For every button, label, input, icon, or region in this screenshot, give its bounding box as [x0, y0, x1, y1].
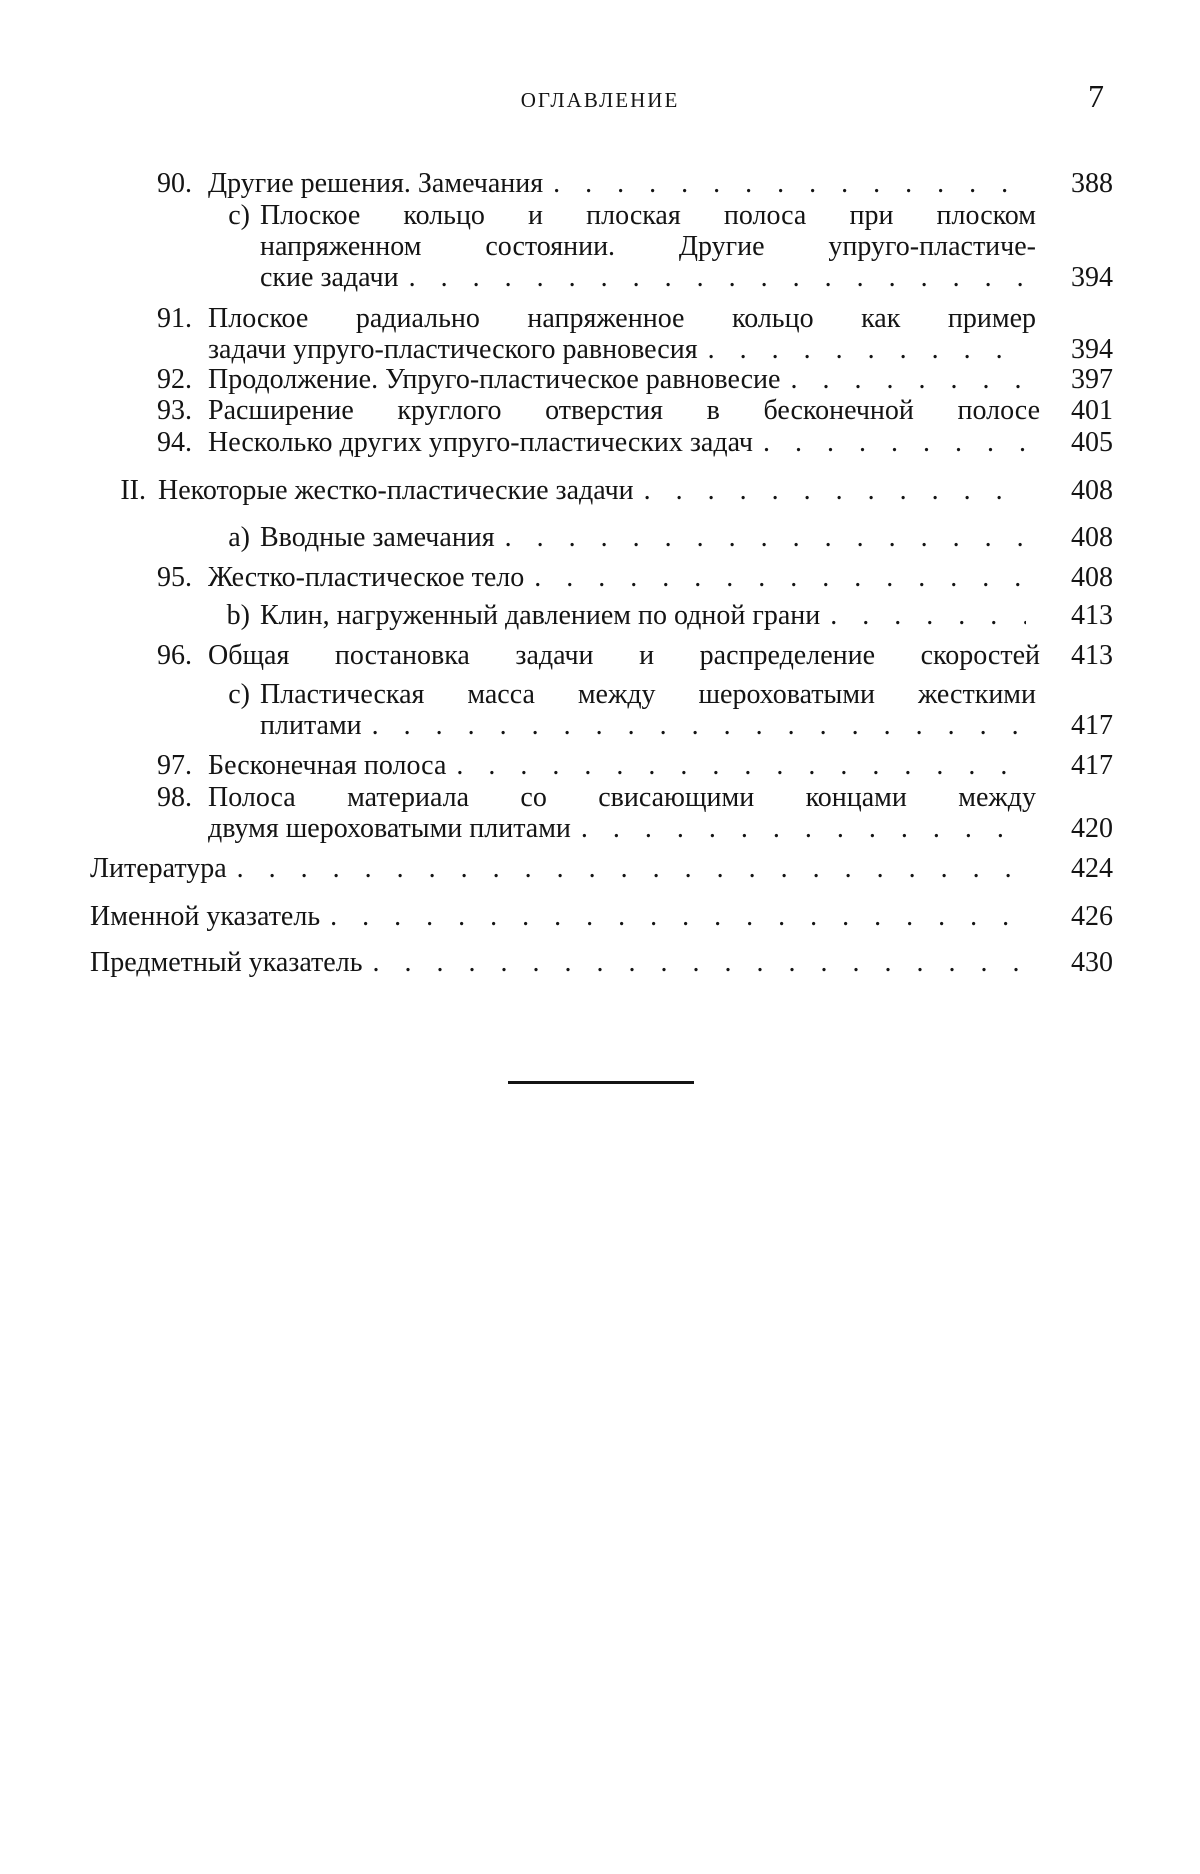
toc-entry-page: 426	[1071, 901, 1113, 932]
toc-entry-title: Несколько других упруго-пластических задач	[208, 427, 753, 458]
toc-entry-title-cont: ские задачи	[260, 262, 399, 293]
toc-entry-95	[0, 562, 1200, 593]
toc-entry-title: Плоское радиально напряженное кольцо как пример	[208, 303, 1036, 334]
toc-entry-title: Предметный указатель	[90, 947, 363, 978]
toc-entry-page: 413	[1071, 640, 1113, 671]
toc-entry-97	[0, 750, 1200, 781]
toc-entry-page: 430	[1071, 947, 1113, 978]
toc-entry-c-elastic	[0, 200, 1200, 293]
toc-entry-page: 424	[1071, 853, 1113, 884]
dot-leader	[372, 947, 1026, 978]
toc-entry-title: Пластическая масса между шероховатыми жесткими	[260, 679, 1036, 710]
toc-entry-94	[0, 427, 1200, 458]
dot-leader	[505, 522, 1026, 553]
toc-entry-title: Литература	[90, 853, 227, 884]
toc-entry-96	[0, 640, 1200, 671]
toc-entry-number: 93.	[157, 395, 192, 426]
toc-entry-subject-index	[0, 947, 1200, 978]
dot-leader	[409, 262, 1026, 293]
toc-entry-number: 91.	[157, 303, 192, 334]
toc-entry-98	[0, 782, 1200, 844]
toc-entry-page: 397	[1071, 364, 1113, 395]
dot-leader	[708, 334, 1026, 365]
toc-entry-90	[0, 168, 1200, 199]
dot-leader	[237, 853, 1026, 884]
toc-entry-b-wedge	[0, 600, 1200, 631]
dot-leader	[534, 562, 1026, 593]
toc-entry-page: 401	[1071, 395, 1113, 426]
toc-entry-number: 98.	[157, 782, 192, 813]
toc-entry-page: 388	[1071, 168, 1113, 199]
toc-entry-page: 394	[1071, 334, 1113, 365]
dot-leader	[456, 750, 1026, 781]
dot-leader	[372, 710, 1026, 741]
dot-leader	[763, 427, 1026, 458]
toc-entry-91	[0, 303, 1200, 365]
toc-entry-number: c)	[228, 679, 250, 710]
toc-entry-title: Бесконечная полоса	[208, 750, 447, 781]
toc-entry-references	[0, 853, 1200, 884]
toc-entry-title-cont: двумя шероховатыми плитами	[208, 813, 571, 844]
toc-entry-title-cont: задачи упруго-пластического равновесия	[208, 334, 698, 365]
toc-entry-page: 420	[1071, 813, 1113, 844]
toc-entry-title-cont: напряженном состоянии. Другие упруго-пластиче-	[260, 231, 1036, 262]
toc-entry-93	[0, 395, 1200, 426]
toc-entry-page: 417	[1071, 750, 1113, 781]
toc-section-II	[0, 475, 1200, 506]
toc-entry-page: 405	[1071, 427, 1113, 458]
page-number: 7	[1088, 78, 1104, 114]
toc-entry-number: 97.	[157, 750, 192, 781]
dot-leader	[330, 901, 1026, 932]
toc-entry-title: Полоса материала со свисающими концами между	[208, 782, 1036, 813]
dot-leader	[581, 813, 1026, 844]
dot-leader	[553, 168, 1026, 199]
toc-section-number: II.	[120, 475, 146, 506]
toc-entry-number: 96.	[157, 640, 192, 671]
toc-entry-title-cont: плитами	[260, 710, 362, 741]
toc-entry-title: Вводные замечания	[260, 522, 495, 553]
toc-entry-page: 417	[1071, 710, 1113, 741]
toc-entry-number: 90.	[157, 168, 192, 199]
toc-entry-page: 413	[1071, 600, 1113, 631]
toc-entry-title: Именной указатель	[90, 901, 321, 932]
toc-entry-c-plastic	[0, 679, 1200, 741]
toc-entry-title: Расширение круглого отверстия в бесконечной полосе	[208, 395, 1040, 426]
toc-entry-title: Плоское кольцо и плоская полоса при плоском	[260, 200, 1036, 231]
toc-entry-a-intro	[0, 522, 1200, 553]
toc-entry-number: 92.	[157, 364, 192, 395]
toc-entry-page: 408	[1071, 475, 1113, 506]
toc-entry-name-index	[0, 901, 1200, 932]
toc-entry-title: Продолжение. Упруго-пластическое равновесие	[208, 364, 781, 395]
dot-leader	[790, 364, 1026, 395]
toc-entry-title: Жестко-пластическое тело	[208, 562, 525, 593]
dot-leader	[644, 475, 1026, 506]
toc-entry-number: b)	[226, 600, 250, 631]
toc-entry-title: Общая постановка задачи и распределение скоростей	[208, 640, 1040, 671]
toc-entry-number: 94.	[157, 427, 192, 458]
toc-entry-number: c)	[228, 200, 250, 231]
toc-entry-page: 408	[1071, 522, 1113, 553]
toc-entry-page: 408	[1071, 562, 1113, 593]
toc-entry-number: 95.	[157, 562, 192, 593]
dot-leader	[830, 600, 1026, 631]
toc-entry-92	[0, 364, 1200, 395]
toc-entry-number: a)	[228, 522, 250, 553]
toc-entry-page: 394	[1071, 262, 1113, 293]
running-header: ОГЛАВЛЕНИЕ	[520, 88, 680, 112]
end-rule	[508, 1081, 694, 1084]
toc-entry-title: Другие решения. Замечания	[208, 168, 544, 199]
toc-entry-title: Клин, нагруженный давлением по одной грани	[260, 600, 821, 631]
toc-section-title: Некоторые жестко-пластические задачи	[158, 475, 634, 506]
